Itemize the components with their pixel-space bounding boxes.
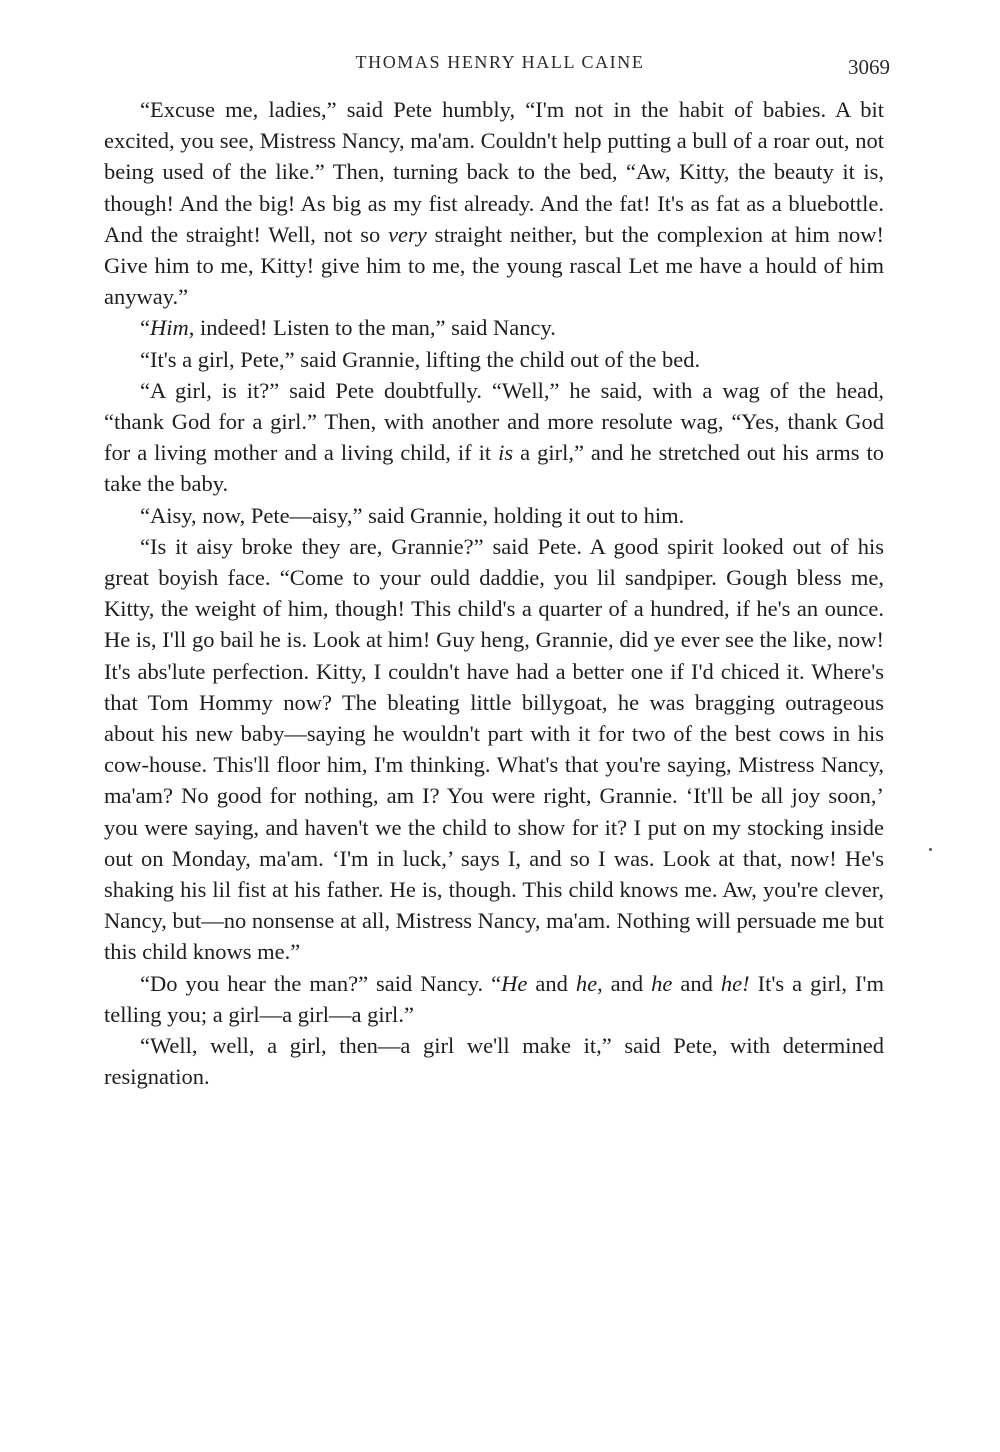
- paragraph: [104, 968, 884, 1030]
- text-segment: and: [672, 970, 721, 996]
- paragraph: [104, 94, 884, 312]
- text-segment: , and: [597, 970, 652, 996]
- paragraph: [104, 1030, 884, 1092]
- italic-text: he: [651, 970, 673, 996]
- italic-text: very: [388, 221, 427, 247]
- text-segment: “: [140, 315, 150, 341]
- text-segment: , indeed! Listen to the man,” said Nancy.: [188, 315, 556, 341]
- text-segment: “A girl, is it?” said Pete doubtfully. “Well,” he said, with a wag of the head, “thank God for a girl.” Then, with another and more resolute wag, “Yes, thank God for a living mother and a living child, if it: [104, 377, 884, 466]
- paragraph: [104, 531, 884, 968]
- text-segment: straight neither, but the complexion at him now! Give him to me, Kitty! give him to me, the young rascal Let me have a hould of him anyway.”: [104, 221, 884, 310]
- italic-text: He: [501, 970, 528, 996]
- running-head: THOMAS HENRY HALL CAINE: [355, 52, 645, 72]
- text-segment: and: [527, 970, 576, 996]
- text-segment: “Is it aisy broke they are, Grannie?” said Pete. A good spirit looked out of his great boyish face. “Come to your ould daddie, you lil sandpiper. Gough bless me, Kitty, the weight of him, though! This child's a quarter of a hundred, if he's an ounce. He is, I'll go bail he is. Look at him! Guy heng, Grannie, did ye ever see the like, now! It's abs'lute perfection. Kitty, I couldn't have had a better one if I'd chiced it. Where's that Tom Hommy now? The bleating little billygoat, he was bragging outrageous about his new baby—saying he wouldn't part with it for two of the best cows in his cow-house. This'll floor him, I'm thinking. What's that you're saying, Mistress Nancy, ma'am? No good for nothing, am I? You were right, Grannie. ‘It'll be all joy soon,’ you were saying, and haven't we the child to show for it? I put on my stocking inside out on Monday, ma'am. ‘I'm in luck,’ says I, and so I was. Look at that, now! He's shaking his lil fist at his father. He is, though. This child knows me. Aw, you're clever, Nancy, but—no nonsense at all, Mistress Nancy, ma'am. Nothing will persuade me but this child knows me.”: [104, 533, 884, 965]
- text-segment: It's a girl, I'm telling you; a girl—a girl—a girl.”: [104, 970, 884, 1027]
- paragraph: [104, 344, 884, 375]
- italic-text: he: [575, 970, 598, 996]
- paragraph: [104, 312, 884, 343]
- paragraph: [104, 375, 884, 500]
- text-segment: “Well, well, a girl, then—a girl we'll make it,” said Pete, with determined resignation.: [104, 1033, 884, 1090]
- italic-text: Him: [150, 315, 189, 341]
- text-segment: “It's a girl, Pete,” said Grannie, lifting the child out of the bed.: [140, 346, 701, 372]
- text-segment: “Aisy, now, Pete—aisy,” said Grannie, holding it out to him.: [140, 502, 685, 528]
- italic-text: he!: [720, 970, 750, 996]
- paragraph: [104, 500, 884, 531]
- italic-text: is: [498, 440, 514, 466]
- text-segment: “Excuse me, ladies,” said Pete humbly, “I'm not in the habit of babies. A bit excited, you see, Mistress Nancy, ma'am. Couldn't help putting a bull of a roar out, not being used of the like.” Then, turning back to the bed, “Aw, Kitty, the beauty it is, though! And the big! As big as my fist already. And the fat! It's as fat as a bluebottle. And the straight! Well, not so: [104, 97, 884, 247]
- page-number: 3069: [848, 55, 890, 79]
- print-speck: [929, 848, 932, 851]
- text-segment: “Do you hear the man?” said Nancy. “: [140, 970, 502, 996]
- body-text: [104, 94, 884, 1093]
- text-segment: a girl,” and he stretched out his arms to take the baby.: [104, 440, 885, 497]
